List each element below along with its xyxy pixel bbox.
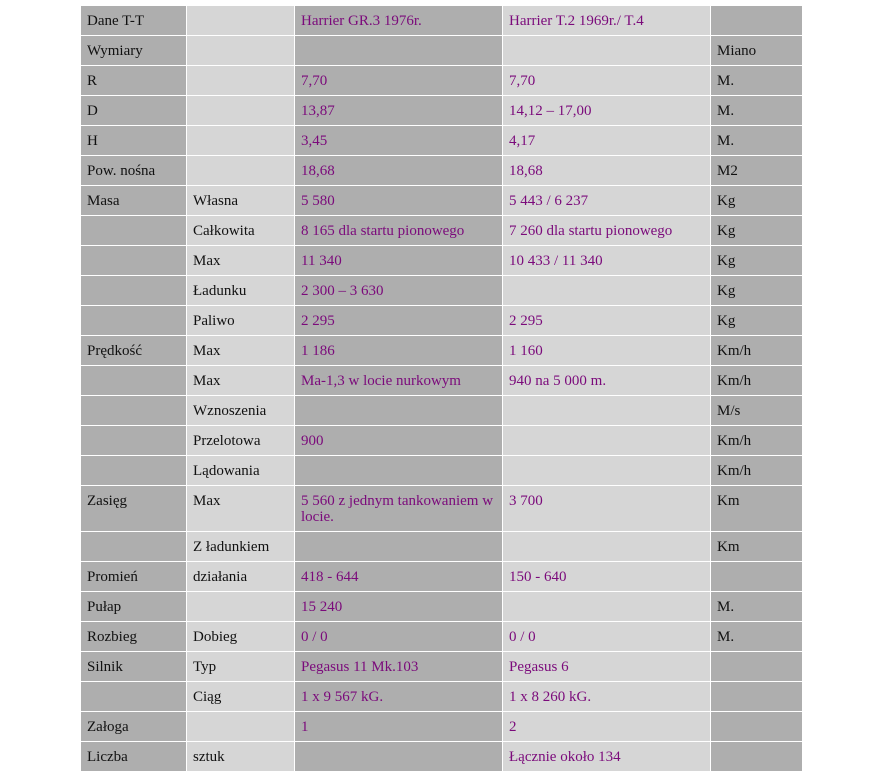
table-row (81, 306, 803, 336)
harrier-gr3-value-cell: 0 / 0 (295, 622, 503, 652)
harrier-t2-value-cell: 10 433 / 11 340 (503, 246, 711, 276)
table-row (81, 742, 803, 772)
param-cell: Silnik (81, 652, 187, 682)
param-cell: Liczba (81, 742, 187, 772)
unit-cell: Km/h (711, 426, 803, 456)
table-row (81, 486, 803, 532)
harrier-gr3-value-cell: Pegasus 11 Mk.103 (295, 652, 503, 682)
param-cell (81, 682, 187, 712)
subparam-cell: Ładunku (187, 276, 295, 306)
harrier-gr3-value-cell (295, 532, 503, 562)
param-cell (81, 366, 187, 396)
harrier-gr3-value-cell: 1 186 (295, 336, 503, 366)
spec-table (80, 5, 803, 772)
subparam-cell: działania (187, 562, 295, 592)
unit-cell: Kg (711, 276, 803, 306)
harrier-t2-value-cell: 7 260 dla startu pionowego (503, 216, 711, 246)
subparam-cell: Max (187, 486, 295, 532)
unit-cell: Miano (711, 36, 803, 66)
harrier-gr3-value-cell: 7,70 (295, 66, 503, 96)
table-row (81, 532, 803, 562)
harrier-gr3-value-cell: 2 295 (295, 306, 503, 336)
harrier-t2-value-cell: 14,12 – 17,00 (503, 96, 711, 126)
harrier-t2-value-cell: Pegasus 6 (503, 652, 711, 682)
harrier-gr3-value-cell (295, 36, 503, 66)
subparam-cell: Dobieg (187, 622, 295, 652)
param-cell: Pułap (81, 592, 187, 622)
harrier-t2-value-cell: 2 (503, 712, 711, 742)
harrier-t2-value-cell: 5 443 / 6 237 (503, 186, 711, 216)
table-row (81, 336, 803, 366)
harrier-t2-value-cell (503, 36, 711, 66)
table-row (81, 682, 803, 712)
table-row (81, 396, 803, 426)
subparam-cell: Przelotowa (187, 426, 295, 456)
table-row (81, 622, 803, 652)
harrier-t2-value-cell (503, 276, 711, 306)
unit-cell: Km/h (711, 456, 803, 486)
param-cell: Pow. nośna (81, 156, 187, 186)
harrier-t2-value-cell: 1 160 (503, 336, 711, 366)
param-cell (81, 532, 187, 562)
subparam-cell: Max (187, 336, 295, 366)
table-row (81, 126, 803, 156)
harrier-t2-value-cell: 940 na 5 000 m. (503, 366, 711, 396)
harrier-gr3-value-cell (295, 742, 503, 772)
param-cell: Masa (81, 186, 187, 216)
table-row (81, 36, 803, 66)
param-cell: Rozbieg (81, 622, 187, 652)
subparam-cell (187, 36, 295, 66)
table-row (81, 96, 803, 126)
harrier-gr3-value-cell: 13,87 (295, 96, 503, 126)
unit-cell: Kg (711, 216, 803, 246)
param-cell (81, 216, 187, 246)
subparam-cell (187, 66, 295, 96)
unit-cell: Kg (711, 306, 803, 336)
param-cell (81, 306, 187, 336)
harrier-gr3-value-cell: Ma-1,3 w locie nurkowym (295, 366, 503, 396)
param-cell: Dane T-T (81, 6, 187, 36)
subparam-cell: Lądowania (187, 456, 295, 486)
unit-cell: Km (711, 532, 803, 562)
param-cell: D (81, 96, 187, 126)
subparam-cell: Wznoszenia (187, 396, 295, 426)
harrier-t2-value-cell: 0 / 0 (503, 622, 711, 652)
unit-cell: M. (711, 66, 803, 96)
harrier-gr3-value-cell (295, 396, 503, 426)
param-cell: Zasięg (81, 486, 187, 532)
unit-cell (711, 742, 803, 772)
harrier-gr3-value-cell: 418 - 644 (295, 562, 503, 592)
harrier-gr3-value-cell: 18,68 (295, 156, 503, 186)
harrier-gr3-value-cell: 3,45 (295, 126, 503, 156)
harrier-t2-value-cell: 4,17 (503, 126, 711, 156)
harrier-t2-value-cell (503, 592, 711, 622)
table-row (81, 6, 803, 36)
harrier-gr3-value-cell: 2 300 – 3 630 (295, 276, 503, 306)
param-cell: Prędkość (81, 336, 187, 366)
unit-cell: Km (711, 486, 803, 532)
table-row (81, 456, 803, 486)
harrier-gr3-value-cell: 900 (295, 426, 503, 456)
unit-cell: M. (711, 126, 803, 156)
harrier-gr3-value-cell: 5 580 (295, 186, 503, 216)
subparam-cell (187, 6, 295, 36)
subparam-cell (187, 156, 295, 186)
harrier-t2-value-cell: Harrier T.2 1969r./ T.4 (503, 6, 711, 36)
harrier-gr3-value-cell: 1 x 9 567 kG. (295, 682, 503, 712)
harrier-t2-value-cell: 7,70 (503, 66, 711, 96)
harrier-t2-value-cell: 150 - 640 (503, 562, 711, 592)
spec-table-body (81, 6, 803, 772)
subparam-cell: Własna (187, 186, 295, 216)
harrier-t2-value-cell: 18,68 (503, 156, 711, 186)
unit-cell: M. (711, 622, 803, 652)
unit-cell: M. (711, 592, 803, 622)
unit-cell: M. (711, 96, 803, 126)
harrier-gr3-value-cell: 15 240 (295, 592, 503, 622)
param-cell: Załoga (81, 712, 187, 742)
subparam-cell: Paliwo (187, 306, 295, 336)
table-row (81, 366, 803, 396)
harrier-t2-value-cell (503, 426, 711, 456)
subparam-cell: Z ładunkiem (187, 532, 295, 562)
param-cell: H (81, 126, 187, 156)
param-cell: Promień (81, 562, 187, 592)
harrier-t2-value-cell (503, 532, 711, 562)
unit-cell (711, 712, 803, 742)
harrier-gr3-value-cell: 1 (295, 712, 503, 742)
param-cell (81, 456, 187, 486)
unit-cell (711, 6, 803, 36)
harrier-t2-value-cell: Łącznie około 134 (503, 742, 711, 772)
table-row (81, 156, 803, 186)
param-cell (81, 276, 187, 306)
harrier-t2-value-cell: 1 x 8 260 kG. (503, 682, 711, 712)
harrier-t2-value-cell (503, 456, 711, 486)
subparam-cell (187, 592, 295, 622)
unit-cell: M/s (711, 396, 803, 426)
harrier-gr3-value-cell: Harrier GR.3 1976r. (295, 6, 503, 36)
unit-cell (711, 652, 803, 682)
unit-cell: Km/h (711, 336, 803, 366)
param-cell (81, 426, 187, 456)
unit-cell: Kg (711, 186, 803, 216)
subparam-cell (187, 712, 295, 742)
table-row (81, 246, 803, 276)
unit-cell (711, 682, 803, 712)
harrier-gr3-value-cell: 11 340 (295, 246, 503, 276)
table-row (81, 216, 803, 246)
param-cell: Wymiary (81, 36, 187, 66)
table-row (81, 426, 803, 456)
harrier-gr3-value-cell: 8 165 dla startu pionowego (295, 216, 503, 246)
subparam-cell (187, 126, 295, 156)
subparam-cell: sztuk (187, 742, 295, 772)
unit-cell: Kg (711, 246, 803, 276)
table-row (81, 276, 803, 306)
table-row (81, 66, 803, 96)
harrier-t2-value-cell: 2 295 (503, 306, 711, 336)
table-row (81, 562, 803, 592)
unit-cell: Km/h (711, 366, 803, 396)
subparam-cell: Max (187, 366, 295, 396)
subparam-cell (187, 96, 295, 126)
harrier-t2-value-cell (503, 396, 711, 426)
param-cell (81, 396, 187, 426)
table-row (81, 186, 803, 216)
param-cell: R (81, 66, 187, 96)
subparam-cell: Całkowita (187, 216, 295, 246)
param-cell (81, 246, 187, 276)
table-row (81, 592, 803, 622)
subparam-cell: Ciąg (187, 682, 295, 712)
harrier-gr3-value-cell: 5 560 z jednym tankowaniem w locie. (295, 486, 503, 532)
table-row (81, 652, 803, 682)
table-row (81, 712, 803, 742)
unit-cell: M2 (711, 156, 803, 186)
subparam-cell: Max (187, 246, 295, 276)
harrier-gr3-value-cell (295, 456, 503, 486)
subparam-cell: Typ (187, 652, 295, 682)
unit-cell (711, 562, 803, 592)
harrier-t2-value-cell: 3 700 (503, 486, 711, 532)
